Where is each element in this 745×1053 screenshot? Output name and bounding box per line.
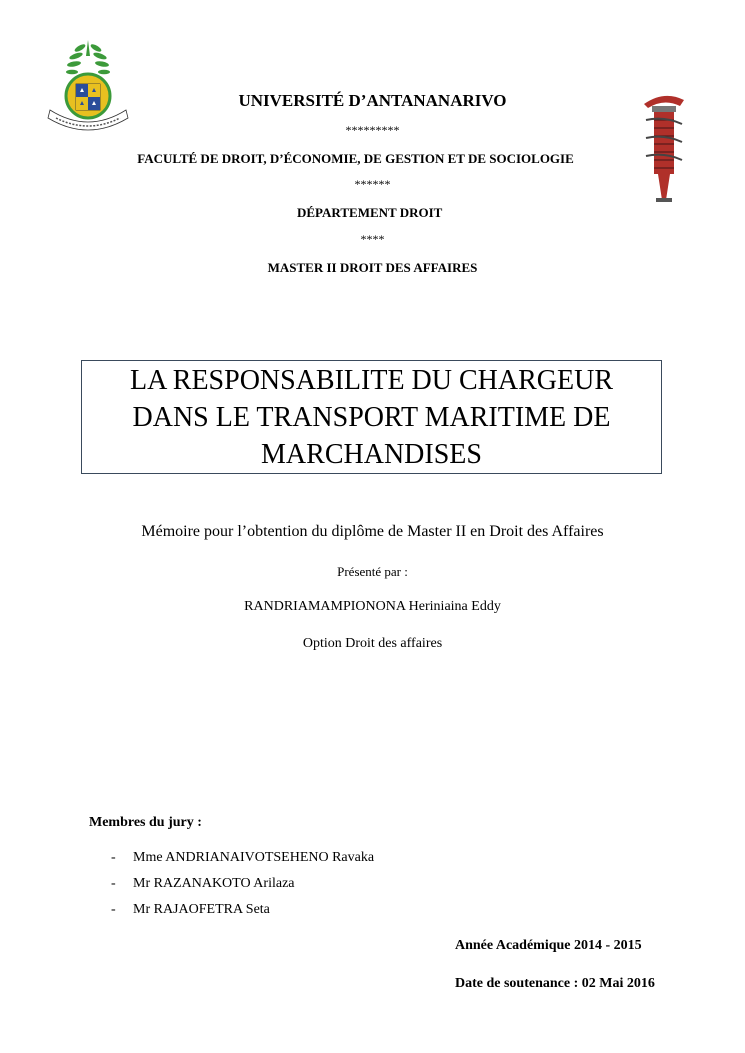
university-crest-logo: [46, 38, 130, 136]
thesis-title-box: [81, 360, 662, 474]
faculty-name: FACULTÉ DE DROIT, D’ÉCONOMIE, DE GESTION ET DE SOCIOLOGIE: [137, 151, 574, 166]
defense-date: Date de soutenance : 02 Mai 2016: [455, 976, 655, 991]
separator-stars-3: ****: [360, 232, 385, 246]
university-name: UNIVERSITÉ D’ANTANANARIVO: [238, 91, 507, 110]
thesis-title-line-2: DANS LE TRANSPORT MARITIME DE: [132, 401, 611, 433]
jury-member-name: Mr RAJAOFETRA Seta: [133, 902, 270, 917]
list-dash: -: [111, 902, 116, 917]
crest-leaves: [66, 40, 110, 74]
jury-member: [111, 876, 295, 892]
thesis-subtitle: Mémoire pour l’obtention du diplôme de Master II en Droit des Affaires: [141, 523, 604, 540]
jury-member: [111, 850, 374, 866]
thesis-title-line-1: LA RESPONSABILITE DU CHARGEUR: [129, 364, 614, 396]
jury-member-name: Mme ANDRIANAIVOTSEHENO Ravaka: [133, 850, 375, 865]
separator-stars-2: ******: [354, 177, 391, 191]
program-name: MASTER II DROIT DES AFFAIRES: [267, 260, 478, 275]
jury-member-name: Mr RAZANAKOTO Arilaza: [133, 876, 295, 891]
thesis-title-line-3: MARCHANDISES: [261, 438, 482, 470]
list-dash: -: [111, 876, 116, 891]
academic-year: Année Académique 2014 - 2015: [455, 938, 642, 953]
presented-by-label: Présenté par :: [337, 564, 408, 579]
author-name: RANDRIAMAMPIONONA Heriniaina Eddy: [244, 599, 501, 614]
option-label: Option Droit des affaires: [302, 636, 443, 651]
separator-stars-1: *********: [345, 123, 400, 137]
jury-heading: Membres du jury :: [89, 815, 202, 830]
department-name: DÉPARTEMENT DROIT: [297, 205, 443, 220]
jury-member: [111, 902, 270, 918]
list-dash: -: [111, 850, 116, 865]
